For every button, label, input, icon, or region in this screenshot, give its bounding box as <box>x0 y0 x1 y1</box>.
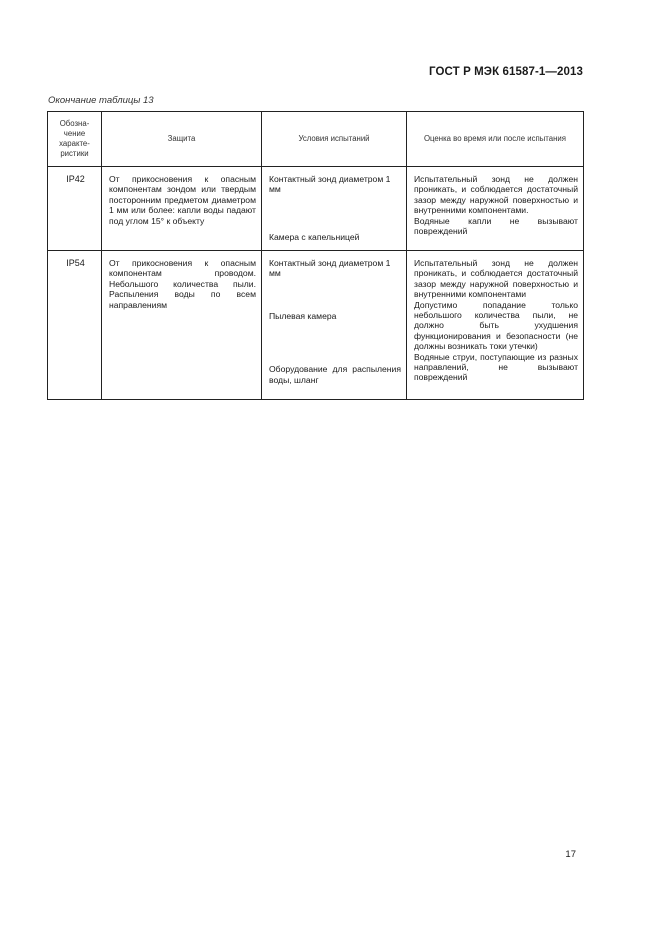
evaluation-probe: Испытательный зонд не должен проникать, и соблюдается достаточный зазор между наружной поверхностью и внутренними компонентами <box>414 258 578 300</box>
evaluation-water-jets: Водяные струи, поступающие из разных направлений, не вызывают повреждений <box>414 351 578 383</box>
condition-dust-chamber: Пылевая камера <box>269 310 337 321</box>
row-code: IP54 <box>48 251 102 400</box>
column-header-protection: Защита <box>102 112 262 167</box>
table-caption: Окончание таблицы 13 <box>48 95 154 106</box>
condition-drip-chamber: Камера с капельницей <box>269 231 360 242</box>
page-number: 17 <box>565 849 576 860</box>
column-header-code: Обозна- чение характе- ристики <box>48 112 102 167</box>
row-evaluation <box>407 251 584 400</box>
table-header-row <box>48 112 584 167</box>
row-protection: От прикосновения к опасным компонентам проводом. Небольшого количества пыли. Распыления воды по всем направлениям <box>102 251 262 400</box>
evaluation-dust: Допустимо попадание только небольшого количества пыли, не должно быть ухудшения функционирования и безопасности (не должны возникать токи утечки) <box>414 299 578 352</box>
condition-probe: Контактный зонд диаметром 1 мм <box>269 258 391 279</box>
evaluation-probe: Испытательный зонд не должен проникать, и соблюдается достаточный зазор между наружной поверхностью и внутренними компонентами. <box>414 174 578 216</box>
column-header-evaluation: Оценка во время или после испытания <box>407 112 584 167</box>
condition-water-spray: Оборудование для распыления воды, шланг <box>269 364 401 385</box>
row-conditions <box>262 167 407 251</box>
table-row <box>48 167 584 251</box>
row-code: IP42 <box>48 167 102 251</box>
table-row <box>48 251 584 400</box>
column-header-conditions: Условия испытаний <box>262 112 407 167</box>
document-standard-header: ГОСТ Р МЭК 61587-1—2013 <box>429 66 583 78</box>
condition-probe: Контактный зонд диаметром 1 мм <box>269 174 391 195</box>
row-conditions <box>262 251 407 400</box>
row-protection: От прикосновения к опасным компонентам зондом или твердым посторонним предметом диаметром 1 мм или более: капли воды падают под углом 15° к объекту <box>102 167 262 251</box>
protection-table <box>47 111 584 400</box>
row-evaluation <box>407 167 584 251</box>
evaluation-water-drops: Водяные капли не вызывают повреждений <box>414 215 578 237</box>
